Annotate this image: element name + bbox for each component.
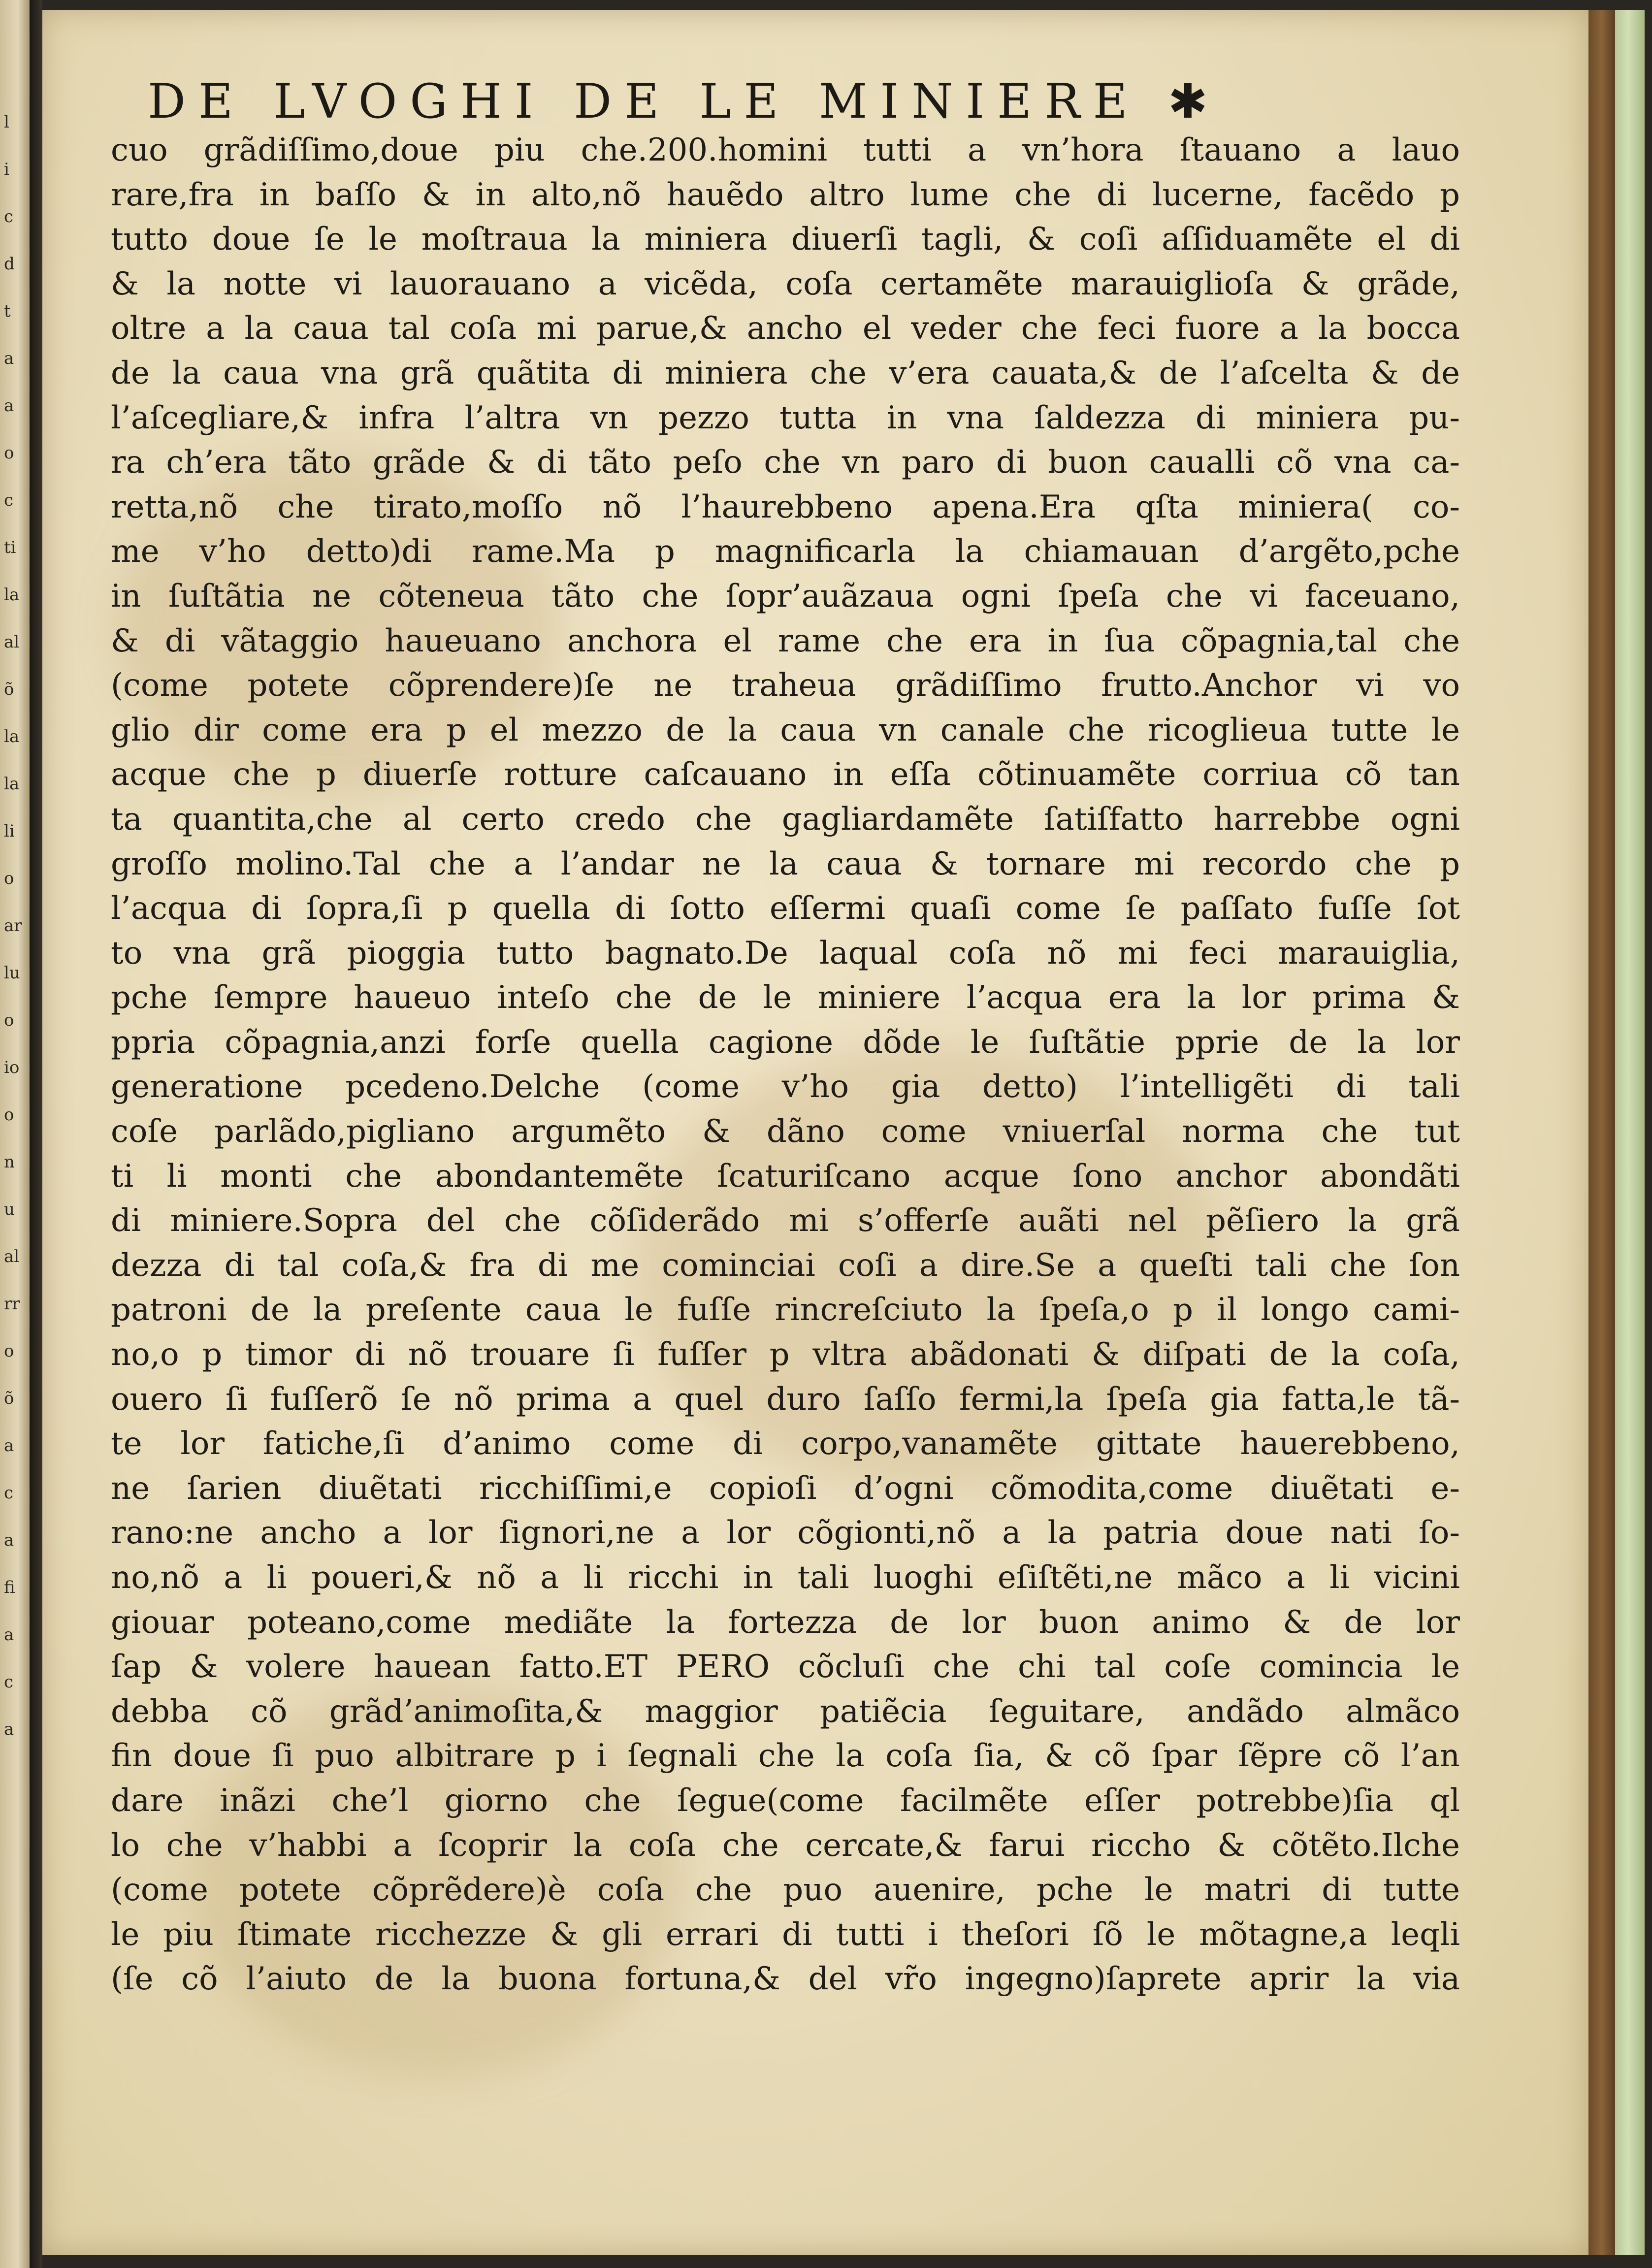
text-line: lo che v’habbi a ſcoprir la coſa che cercate,& farui riccho & cõtẽto.Ilche: [111, 1827, 1460, 1864]
facing-page-fragment: o: [4, 869, 14, 888]
text-line: in ſuſtãtia ne cõteneua tãto che ſopr’auãzaua ogni ſpeſa che vi faceuano,: [111, 578, 1460, 615]
text-line: generatione pcedeno.Delche (come v’ho gia detto) l’intelligẽti di tali: [111, 1069, 1460, 1105]
text-line: no,o p timor di nõ trouare ſi fuſſer p vltra abãdonati & diſpati de la coſa,: [111, 1336, 1460, 1373]
facing-page-fragment: õ: [4, 680, 14, 699]
facing-page-fragment: a: [4, 1436, 14, 1456]
text-line: & di vãtaggio haueuano anchora el rame che era in ſua cõpagnia,tal che: [111, 622, 1460, 659]
text-line: ppria cõpagnia,anzi forſe quella cagione dõde le ſuſtãtie pprie de la lor: [111, 1024, 1460, 1061]
text-line: dezza di tal coſa,& fra di me cominciai coſi a dire.Se a queſti tali che ſon: [111, 1247, 1460, 1284]
text-line: (come potete cõprendere)ſe ne traheua grãdiſſimo frutto.Anchor vi vo: [111, 667, 1460, 704]
facing-page-fragment: la: [4, 727, 20, 746]
facing-page-fragment: t: [4, 301, 11, 321]
text-line: rano:ne ancho a lor ſignori,ne a lor cõgionti,nõ a la patria doue nati ſo-: [111, 1515, 1460, 1552]
text-line: (come potete cõprẽdere)è coſa che puo auenire, pche le matri di tutte: [111, 1872, 1460, 1909]
text-line: groſſo molino.Tal che a l’andar ne la caua & tornare mi recordo che p: [111, 845, 1460, 882]
scan-background: [1645, 0, 1652, 2268]
body-text: [111, 128, 1460, 2002]
text-line: dare inãzi che’l giorno che ſegue(come facilmẽte eſſer potrebbe)ſia ql: [111, 1782, 1460, 1819]
facing-page-fragment: al: [4, 1247, 20, 1266]
text-line: ſap & volere hauean fatto.ET PERO cõcluſi che chi tal coſe comincia le: [111, 1649, 1460, 1685]
facing-page-fragment: a: [4, 1625, 14, 1645]
facing-page-fragment: õ: [4, 1389, 14, 1408]
facing-page-fragment: la: [4, 774, 20, 794]
facing-page-edge: [0, 0, 30, 2268]
binding-leather: [1588, 10, 1615, 2255]
text-line: ti li monti che abondantemẽte ſcaturiſcano acque ſono anchor abondãti: [111, 1158, 1460, 1195]
facing-page-fragments: [4, 98, 24, 1753]
text-line: le piu ſtimate ricchezze & gli errari di tutti i theſori ſõ le mõtagne,a leqli: [111, 1916, 1460, 1953]
facing-page-fragment: a: [4, 1719, 14, 1739]
text-line: coſe parlãdo,pigliano argumẽto & dãno come vniuerſal norma che tut: [111, 1113, 1460, 1150]
facing-page-fragment: n: [4, 1152, 15, 1172]
facing-page-fragment: rr: [4, 1294, 20, 1314]
text-line: acque che p diuerſe rotture caſcauano in eſſa cõtinuamẽte corriua cõ tan: [111, 756, 1460, 793]
text-line: no,nõ a li poueri,& nõ a li ricchi in tali luoghi eſiſtẽti,ne mãco a li vicini: [111, 1559, 1460, 1596]
facing-page-fragment: a: [4, 349, 14, 368]
facing-page-fragment: o: [4, 1105, 14, 1125]
text-line: l’aſcegliare,& infra l’altra vn pezzo tutta in vna ſaldezza di miniera pu-: [111, 399, 1460, 436]
text-line: ra ch’era tãto grãde & di tãto peſo che vn paro di buon caualli cõ vna ca-: [111, 444, 1460, 481]
text-line: retta,nõ che tirato,moſſo nõ l’haurebbeno apena.Era qſta miniera( co-: [111, 488, 1460, 525]
facing-page-fragment: io: [4, 1058, 20, 1077]
facing-page-fragment: c: [4, 207, 14, 227]
facing-page-fragment: fi: [4, 1578, 15, 1597]
text-line: de la caua vna grã quãtita di miniera che v’era cauata,& de l’aſcelta & de: [111, 355, 1460, 391]
facing-page-fragment: c: [4, 490, 14, 510]
text-line: di miniere.Sopra del che cõſiderãdo mi s’offerſe auãti nel pẽſiero la grã: [111, 1202, 1460, 1239]
facing-page-fragment: ar: [4, 916, 22, 936]
text-line: to vna grã pioggia tutto bagnato.De laqual coſa nõ mi feci marauiglia,: [111, 935, 1460, 972]
running-head: DE LVOGHI DE LE MINIERE ✱: [148, 74, 1221, 129]
facing-page-fragment: a: [4, 1530, 14, 1550]
text-line: pche ſempre haueuo inteſo che de le miniere l’acqua era la lor prima &: [111, 979, 1460, 1016]
facing-page-fragment: al: [4, 632, 20, 652]
facing-page-fragment: o: [4, 443, 14, 463]
facing-page-fragment: l: [4, 112, 9, 132]
text-line: patroni de la preſente caua le fuſſe rincreſciuto la ſpeſa,o p il longo cami-: [111, 1292, 1460, 1328]
text-line: glio dir come era p el mezzo de la caua vn canale che ricoglieua tutte le: [111, 712, 1460, 748]
facing-page-fragment: la: [4, 585, 20, 605]
text-line: debba cõ grãd’animoſita,& maggior patiẽcia ſeguitare, andãdo almãco: [111, 1693, 1460, 1730]
gutter-shadow: [30, 0, 42, 2268]
binding-cloth: [1615, 10, 1645, 2255]
facing-page-fragment: lu: [4, 963, 20, 983]
facing-page-fragment: d: [4, 254, 15, 274]
text-line: l’acqua di ſopra,ſi p quella di ſotto eſſermi quaſi come ſe paſſato fuſſe ſot: [111, 890, 1460, 927]
text-line: ta quantita,che al certo credo che gagliardamẽte ſatiſfatto harrebbe ogni: [111, 801, 1460, 838]
text-line: oltre a la caua tal coſa mi parue,& ancho el veder che feci fuore a la bocca: [111, 310, 1460, 347]
text-line: & la notte vi lauorauano a vicẽda, coſa certamẽte marauiglioſa & grãde,: [111, 265, 1460, 302]
text-line: ouero ſi fuſſerõ ſe nõ prima a quel duro ſaſſo fermi,la ſpeſa gia fatta,le tã-: [111, 1381, 1460, 1418]
text-line: te lor fatiche,ſi d’animo come di corpo,vanamẽte gittate hauerebbeno,: [111, 1426, 1460, 1462]
text-line: fin doue ſi puo albitrare p i ſegnali che la coſa ſia, & cõ ſpar ſẽpre cõ l’an: [111, 1738, 1460, 1775]
facing-page-fragment: li: [4, 821, 15, 841]
facing-page-fragment: c: [4, 1483, 14, 1503]
facing-page-fragment: o: [4, 1341, 14, 1361]
facing-page-fragment: ti: [4, 538, 16, 557]
facing-page-fragment: c: [4, 1672, 14, 1692]
facing-page-fragment: a: [4, 396, 14, 416]
facing-page-fragment: o: [4, 1010, 14, 1030]
text-line: me v’ho detto)di rame.Ma p magnificarla la chiamauan d’argẽto,pche: [111, 533, 1460, 570]
text-line: cuo grãdiſſimo,doue piu che.200.homini tutti a vn’hora ſtauano a lauo: [111, 132, 1460, 168]
text-line: (ſe cõ l’aiuto de la buona fortuna,& del vr̃o ingegno)ſaprete aprir la via: [111, 1961, 1460, 1998]
facing-page-fragment: u: [4, 1199, 15, 1219]
text-line: giouar poteano,come mediãte la fortezza de lor buon animo & de lor: [111, 1604, 1460, 1641]
facing-page-fragment: i: [4, 160, 9, 179]
text-line: tutto doue ſe le moſtraua la miniera diuerſi tagli, & coſi aſſiduamẽte el di: [111, 221, 1460, 258]
text-line: rare,fra in baſſo & in alto,nõ hauẽdo altro lume che di lucerne, facẽdo p: [111, 176, 1460, 213]
text-line: ne ſarien diuẽtati ricchiſſimi,e copioſi d’ogni cõmodita,come diuẽtati e-: [111, 1470, 1460, 1507]
